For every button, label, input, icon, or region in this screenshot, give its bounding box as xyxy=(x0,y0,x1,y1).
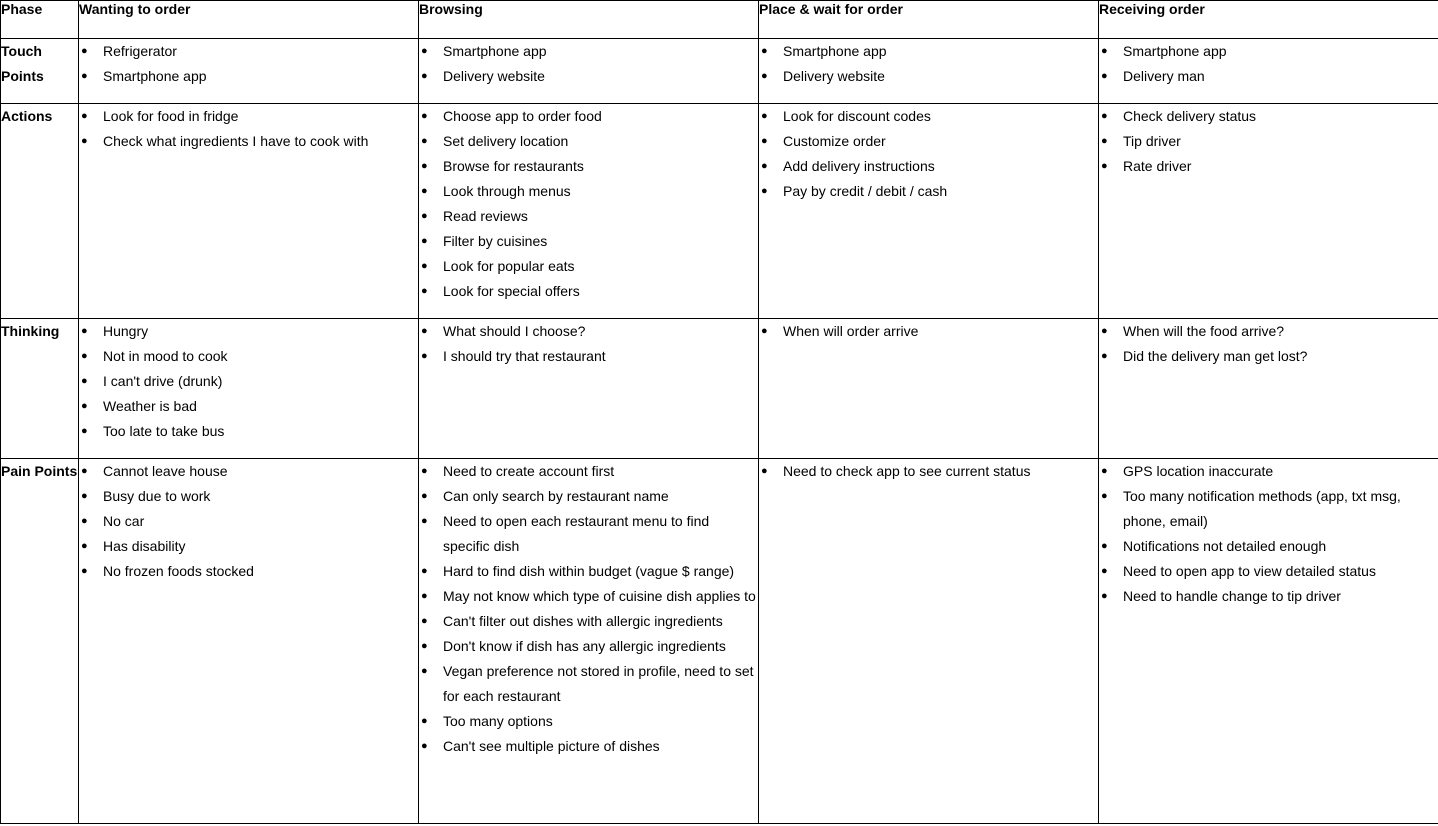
bullet-icon: ● xyxy=(1101,490,1108,502)
row-touch-points xyxy=(1,39,1438,104)
bullet-icon: ● xyxy=(421,665,428,677)
list-item xyxy=(1099,154,1438,179)
bullet-icon: ● xyxy=(421,325,428,337)
cell-actions-wanting-to-order xyxy=(79,104,419,319)
list-item-text: Need to handle change to tip driver xyxy=(1123,588,1341,604)
cell-thinking-receiving-order xyxy=(1099,319,1438,459)
list-item xyxy=(419,104,758,129)
list-item xyxy=(759,39,1098,64)
list-item-text: What should I choose? xyxy=(443,323,586,339)
list-item xyxy=(759,104,1098,129)
bullet-icon: ● xyxy=(421,110,428,122)
list-item xyxy=(419,634,758,659)
list-item xyxy=(419,64,758,89)
bullet-icon: ● xyxy=(761,465,768,477)
bullet-icon: ● xyxy=(1101,135,1108,147)
list-item-text: Need to check app to see current status xyxy=(783,463,1031,479)
bullet-icon: ● xyxy=(81,325,88,337)
cell-actions-receiving-order xyxy=(1099,104,1438,319)
list-item xyxy=(419,559,758,584)
list-item xyxy=(1099,344,1438,369)
bullet-list xyxy=(79,39,418,89)
cell-thinking-wanting-to-order xyxy=(79,319,419,459)
bullet-icon: ● xyxy=(1101,45,1108,57)
list-item xyxy=(1099,534,1438,559)
bullet-icon: ● xyxy=(81,45,88,57)
list-item xyxy=(1099,484,1438,534)
list-item xyxy=(1099,129,1438,154)
list-item xyxy=(419,254,758,279)
list-item-text: When will order arrive xyxy=(783,323,919,339)
list-item-text: May not know which type of cuisine dish applies to xyxy=(443,588,756,604)
list-item-text: Filter by cuisines xyxy=(443,233,548,249)
bullet-icon: ● xyxy=(81,110,88,122)
list-item-text: Customize order xyxy=(783,133,886,149)
header-receiving-order: Receiving order xyxy=(1099,1,1438,39)
list-item-text: Rate driver xyxy=(1123,158,1192,174)
list-item xyxy=(79,509,418,534)
list-item-text: Look for discount codes xyxy=(783,108,931,124)
list-item-text: Too many options xyxy=(443,713,553,729)
list-item xyxy=(1099,39,1438,64)
bullet-icon: ● xyxy=(81,465,88,477)
bullet-icon: ● xyxy=(421,590,428,602)
list-item xyxy=(79,344,418,369)
bullet-icon: ● xyxy=(421,45,428,57)
cell-touch-points-browsing xyxy=(419,39,759,104)
list-item xyxy=(759,64,1098,89)
list-item-text: Pay by credit / debit / cash xyxy=(783,183,948,199)
list-item-text: GPS location inaccurate xyxy=(1123,463,1274,479)
list-item xyxy=(419,154,758,179)
list-item xyxy=(79,534,418,559)
list-item-text: Look for popular eats xyxy=(443,258,575,274)
cell-thinking-browsing xyxy=(419,319,759,459)
list-item xyxy=(419,39,758,64)
list-item-text: Check delivery status xyxy=(1123,108,1257,124)
list-item-text: Read reviews xyxy=(443,208,528,224)
bullet-list xyxy=(759,39,1098,89)
bullet-icon: ● xyxy=(761,185,768,197)
list-item xyxy=(419,129,758,154)
bullet-icon: ● xyxy=(1101,70,1108,82)
bullet-icon: ● xyxy=(761,70,768,82)
cell-actions-browsing xyxy=(419,104,759,319)
list-item-text: Cannot leave house xyxy=(103,463,228,479)
list-item-text: Smartphone app xyxy=(1123,43,1227,59)
bullet-icon: ● xyxy=(81,565,88,577)
row-thinking xyxy=(1,319,1438,459)
bullet-icon: ● xyxy=(81,375,88,387)
list-item-text: Hard to find dish within budget (vague $ range) xyxy=(443,563,735,579)
list-item-text: No frozen foods stocked xyxy=(103,563,254,579)
list-item xyxy=(1099,584,1438,609)
list-item-text: Need to open app to view detailed status xyxy=(1123,563,1376,579)
bullet-icon: ● xyxy=(1101,590,1108,602)
list-item-text: Smartphone app xyxy=(443,43,547,59)
list-item-text: Vegan preference not stored in profile, need to set for each restaurant xyxy=(443,663,754,704)
list-item xyxy=(79,369,418,394)
bullet-icon: ● xyxy=(81,70,88,82)
bullet-list xyxy=(79,319,418,444)
list-item-text: Need to open each restaurant menu to find specific dish xyxy=(443,513,710,554)
list-item xyxy=(79,39,418,64)
list-item xyxy=(79,484,418,509)
list-item-text: Need to create account first xyxy=(443,463,615,479)
list-item-text: Can only search by restaurant name xyxy=(443,488,669,504)
header-wanting-to-order: Wanting to order xyxy=(79,1,419,39)
bullet-icon: ● xyxy=(421,185,428,197)
list-item xyxy=(419,659,758,709)
list-item-text: Look for special offers xyxy=(443,283,580,299)
list-item xyxy=(419,609,758,634)
bullet-icon: ● xyxy=(421,515,428,527)
bullet-icon: ● xyxy=(421,160,428,172)
list-item-text: Can't filter out dishes with allergic ingredients xyxy=(443,613,723,629)
list-item-text: Check what ingredients I have to cook with xyxy=(103,133,369,149)
list-item-text: Set delivery location xyxy=(443,133,569,149)
list-item-text: Smartphone app xyxy=(783,43,887,59)
bullet-list xyxy=(419,39,758,89)
list-item xyxy=(79,129,418,154)
list-item xyxy=(419,509,758,559)
list-item-text: Choose app to order food xyxy=(443,108,602,124)
bullet-icon: ● xyxy=(1101,565,1108,577)
bullet-list xyxy=(1099,459,1438,609)
list-item xyxy=(79,104,418,129)
list-item-text: Tip driver xyxy=(1123,133,1181,149)
list-item xyxy=(419,459,758,484)
list-item-text: Notifications not detailed enough xyxy=(1123,538,1327,554)
bullet-list xyxy=(1099,39,1438,89)
list-item-text: When will the food arrive? xyxy=(1123,323,1285,339)
bullet-list xyxy=(419,104,758,304)
list-item-text: Busy due to work xyxy=(103,488,211,504)
bullet-icon: ● xyxy=(421,740,428,752)
list-item-text: Look through menus xyxy=(443,183,571,199)
list-item xyxy=(1099,319,1438,344)
bullet-icon: ● xyxy=(81,400,88,412)
list-item-text: Can't see multiple picture of dishes xyxy=(443,738,660,754)
list-item-text: Smartphone app xyxy=(103,68,207,84)
bullet-icon: ● xyxy=(421,260,428,272)
bullet-icon: ● xyxy=(421,350,428,362)
bullet-icon: ● xyxy=(421,640,428,652)
list-item xyxy=(759,179,1098,204)
bullet-icon: ● xyxy=(81,540,88,552)
bullet-icon: ● xyxy=(81,515,88,527)
list-item xyxy=(419,279,758,304)
list-item-text: Browse for restaurants xyxy=(443,158,584,174)
bullet-icon: ● xyxy=(421,465,428,477)
list-item-text: Refrigerator xyxy=(103,43,177,59)
list-item-text: Has disability xyxy=(103,538,186,554)
list-item xyxy=(759,459,1098,484)
bullet-list xyxy=(759,459,1098,484)
header-browsing: Browsing xyxy=(419,1,759,39)
list-item xyxy=(759,154,1098,179)
bullet-icon: ● xyxy=(81,350,88,362)
list-item-text: Too many notification methods (app, txt msg, phone, email) xyxy=(1123,488,1401,529)
cell-pain-points-wanting-to-order xyxy=(79,459,419,824)
row-pain-points xyxy=(1,459,1438,824)
cell-pain-points-browsing xyxy=(419,459,759,824)
list-item xyxy=(79,419,418,444)
cell-thinking-place-and-wait xyxy=(759,319,1099,459)
list-item-text: Look for food in fridge xyxy=(103,108,239,124)
list-item xyxy=(419,709,758,734)
list-item-text: No car xyxy=(103,513,145,529)
bullet-icon: ● xyxy=(761,110,768,122)
bullet-icon: ● xyxy=(421,135,428,147)
list-item-text: Add delivery instructions xyxy=(783,158,935,174)
bullet-icon: ● xyxy=(761,160,768,172)
bullet-icon: ● xyxy=(421,70,428,82)
cell-actions-place-and-wait xyxy=(759,104,1099,319)
list-item xyxy=(759,129,1098,154)
bullet-list xyxy=(759,319,1098,344)
cell-pain-points-place-and-wait xyxy=(759,459,1099,824)
bullet-list xyxy=(1099,104,1438,179)
bullet-icon: ● xyxy=(81,490,88,502)
list-item-text: Too late to take bus xyxy=(103,423,225,439)
bullet-icon: ● xyxy=(761,135,768,147)
bullet-icon: ● xyxy=(421,490,428,502)
bullet-list xyxy=(419,319,758,369)
bullet-icon: ● xyxy=(81,425,88,437)
bullet-icon: ● xyxy=(1101,110,1108,122)
bullet-list xyxy=(79,104,418,154)
header-place-and-wait: Place & wait for order xyxy=(759,1,1099,39)
list-item-text: I should try that restaurant xyxy=(443,348,606,364)
bullet-icon: ● xyxy=(1101,465,1108,477)
list-item xyxy=(419,484,758,509)
list-item-text: Not in mood to cook xyxy=(103,348,228,364)
list-item xyxy=(1099,559,1438,584)
list-item xyxy=(1099,64,1438,89)
list-item-text: Weather is bad xyxy=(103,398,197,414)
bullet-icon: ● xyxy=(761,45,768,57)
header-row xyxy=(1,1,1438,39)
bullet-icon: ● xyxy=(1101,540,1108,552)
list-item xyxy=(419,344,758,369)
row-label: Thinking xyxy=(1,319,79,459)
list-item xyxy=(419,179,758,204)
bullet-icon: ● xyxy=(1101,325,1108,337)
row-actions xyxy=(1,104,1438,319)
list-item-text: Delivery man xyxy=(1123,68,1205,84)
list-item-text: Hungry xyxy=(103,323,149,339)
row-label: Touch Points xyxy=(1,39,79,104)
list-item xyxy=(79,319,418,344)
list-item xyxy=(419,734,758,759)
list-item xyxy=(79,64,418,89)
list-item xyxy=(759,319,1098,344)
list-item-text: Don't know if dish has any allergic ingredients xyxy=(443,638,726,654)
list-item-text: I can't drive (drunk) xyxy=(103,373,223,389)
bullet-list xyxy=(1099,319,1438,369)
bullet-icon: ● xyxy=(81,135,88,147)
bullet-icon: ● xyxy=(761,325,768,337)
bullet-icon: ● xyxy=(421,235,428,247)
list-item xyxy=(419,204,758,229)
bullet-list xyxy=(79,459,418,584)
bullet-icon: ● xyxy=(421,615,428,627)
list-item xyxy=(79,394,418,419)
cell-touch-points-place-and-wait xyxy=(759,39,1099,104)
list-item-text: Delivery website xyxy=(443,68,545,84)
bullet-icon: ● xyxy=(421,715,428,727)
bullet-icon: ● xyxy=(1101,160,1108,172)
list-item-text: Did the delivery man get lost? xyxy=(1123,348,1308,364)
list-item xyxy=(79,559,418,584)
list-item xyxy=(419,229,758,254)
bullet-list xyxy=(419,459,758,759)
list-item xyxy=(1099,459,1438,484)
list-item xyxy=(419,319,758,344)
list-item xyxy=(79,459,418,484)
row-label: Pain Points xyxy=(1,459,79,824)
list-item xyxy=(419,584,758,609)
cell-pain-points-receiving-order xyxy=(1099,459,1438,824)
bullet-icon: ● xyxy=(1101,350,1108,362)
cell-touch-points-wanting-to-order xyxy=(79,39,419,104)
bullet-icon: ● xyxy=(421,285,428,297)
bullet-icon: ● xyxy=(421,565,428,577)
list-item-text: Delivery website xyxy=(783,68,885,84)
bullet-icon: ● xyxy=(421,210,428,222)
list-item xyxy=(1099,104,1438,129)
row-label: Actions xyxy=(1,104,79,319)
bullet-list xyxy=(759,104,1098,204)
cell-touch-points-receiving-order xyxy=(1099,39,1438,104)
header-phase: Phase xyxy=(1,1,79,39)
